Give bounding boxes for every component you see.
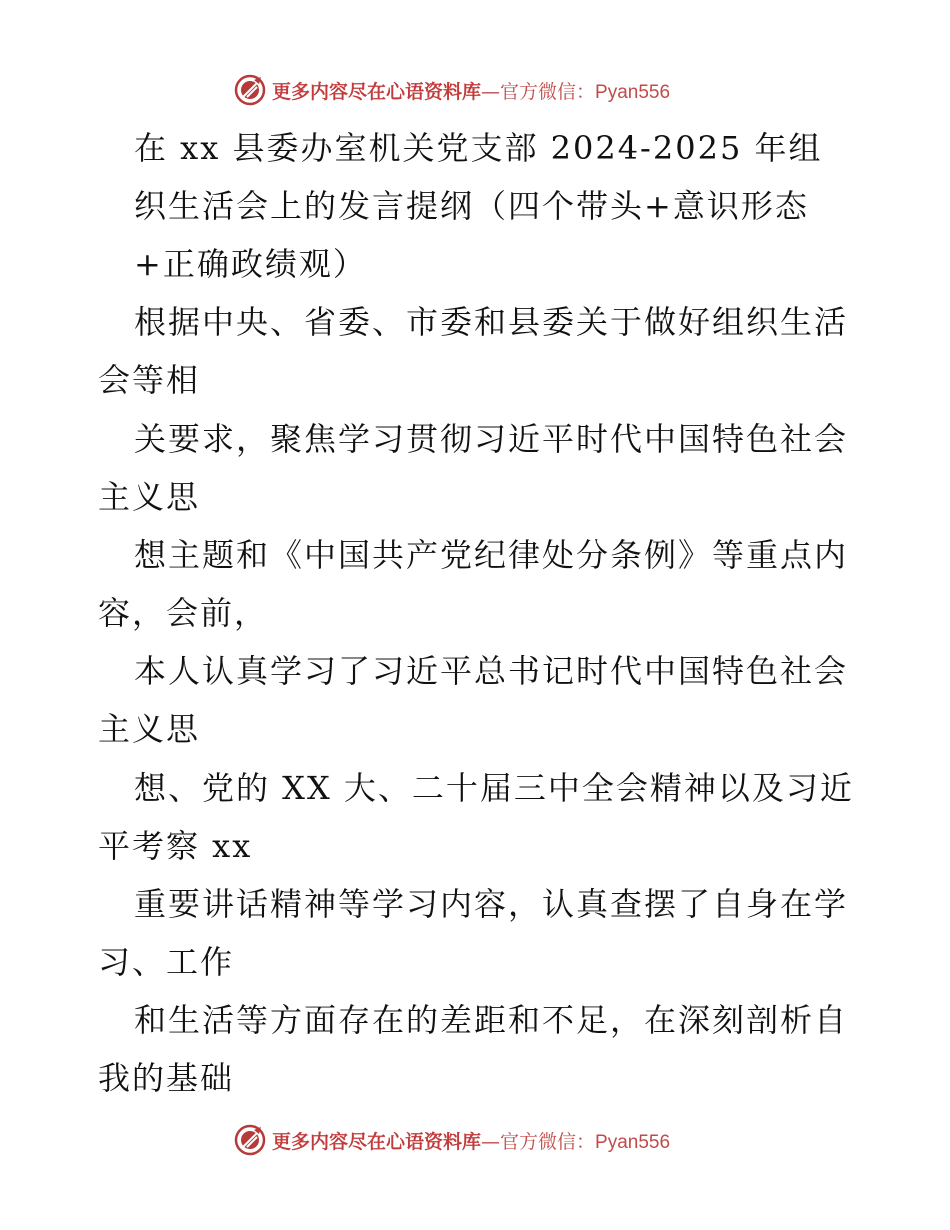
watermark-id: Pyan556: [595, 1131, 671, 1153]
body-line: 主义思: [98, 478, 201, 516]
body-line: 主义思: [98, 710, 201, 748]
body-line: 我的基础: [98, 1059, 235, 1097]
body-line: 平考察 xx: [98, 827, 253, 865]
title-line: 在 xx 县委办室机关党支部 2024-2025 年组: [134, 129, 823, 167]
watermark-id: Pyan556: [595, 81, 671, 103]
body-line: 容，会前，: [98, 594, 269, 632]
watermark-separator: —: [481, 1130, 501, 1153]
footer-watermark: [234, 1122, 670, 1158]
body-line: 想主题和《中国共产党纪律处分条例》等重点内: [134, 536, 849, 574]
body-line: 想、党的 XX 大、二十届三中全会精神以及习近: [134, 769, 854, 807]
watermark-separator: —: [481, 80, 501, 103]
watermark-contact: 官方微信：: [500, 80, 596, 103]
watermark-main: 更多内容尽在心语资料库: [272, 80, 482, 103]
quill-logo-icon: [234, 1124, 266, 1156]
watermark-main: 更多内容尽在心语资料库: [272, 1130, 482, 1153]
watermark-contact: 官方微信：: [500, 1130, 596, 1153]
body-line: 和生活等方面存在的差距和不足，在深刻剖析自: [134, 1001, 849, 1039]
body-line: 关要求，聚焦学习贯彻习近平时代中国特色社会: [134, 420, 849, 458]
body-line: 习、工作: [98, 943, 235, 981]
body-line: 重要讲话精神等学习内容，认真查摆了自身在学: [134, 885, 849, 923]
body-line: 会等相: [98, 361, 201, 399]
watermark-text: [272, 1127, 670, 1154]
body-line: 根据中央、省委、市委和县委关于做好组织生活: [134, 303, 849, 341]
watermark-text: [272, 77, 670, 104]
body-line: 本人认真学习了习近平总书记时代中国特色社会: [134, 652, 849, 690]
title-line: +正确政绩观）: [134, 245, 367, 283]
quill-logo-icon: [234, 74, 266, 106]
header-watermark: [234, 72, 670, 108]
title-line: 织生活会上的发言提纲（四个带头+意识形态: [134, 187, 809, 225]
